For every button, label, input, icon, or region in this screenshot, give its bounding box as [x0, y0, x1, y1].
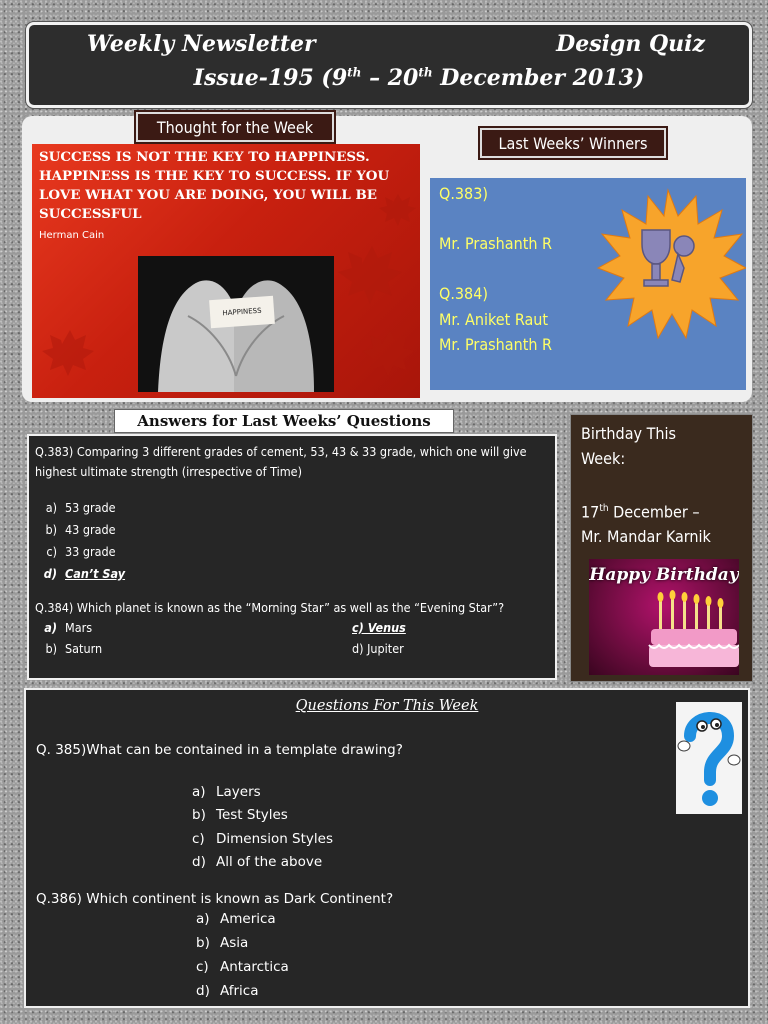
list-item: [35, 620, 92, 635]
quiz-title: Design Quiz: [556, 31, 705, 57]
birthday-heading-2: Week:: [581, 449, 626, 468]
list-item: [192, 784, 261, 800]
option-text: Test Styles: [216, 807, 288, 823]
thought-quote-card: [32, 144, 420, 398]
list-item: [35, 500, 116, 515]
option-text: Asia: [220, 935, 249, 951]
option-text: Layers: [216, 784, 261, 800]
answers-label: Answers for Last Weeks’ Questions: [114, 409, 454, 433]
happy-birthday-text: Happy Birthday: [589, 565, 739, 585]
option-text: All of the above: [216, 854, 323, 870]
date-day: 17: [581, 502, 600, 522]
birthday-text: [581, 421, 751, 549]
list-item: [35, 522, 116, 537]
option-key: a): [45, 500, 57, 515]
option-text: Can’t Say: [65, 566, 126, 581]
list-item: [196, 911, 276, 927]
hands-image: [138, 256, 334, 392]
issue-mid: – 20: [361, 65, 419, 91]
birthday-panel: [570, 414, 753, 682]
birthday-date: [581, 496, 751, 524]
question-386: Q.386) Which continent is known as Dark Continent?: [36, 891, 394, 907]
winner-line: Q.384): [439, 284, 488, 303]
option-text: 33 grade: [65, 544, 116, 559]
option-key: d): [196, 983, 210, 999]
list-item: d) Jupiter: [352, 641, 404, 656]
winners-label: Last Weeks’ Winners: [480, 128, 666, 158]
option-text: Dimension Styles: [216, 831, 333, 847]
list-item: [196, 959, 289, 975]
option-key: d): [43, 566, 57, 581]
trophy-starburst-icon: [590, 188, 746, 340]
issue-line: [29, 65, 749, 91]
winners-panel: [430, 178, 746, 390]
birthday-heading: Birthday This: [581, 424, 677, 443]
issue-sup1: th: [347, 65, 362, 80]
option-text: Africa: [220, 983, 259, 999]
option-key: a): [192, 784, 206, 800]
question-mark-icon: [676, 702, 742, 814]
list-item: [35, 544, 116, 559]
birthday-cake-image: [589, 559, 739, 675]
option-text: Antarctica: [220, 959, 289, 975]
option-key: b): [196, 935, 210, 951]
list-item: [192, 831, 333, 847]
answer-question-384: Q.384) Which planet is known as the “Morning Star” as well as the “Evening Star”?: [35, 600, 505, 615]
winner-line: Q.383): [439, 184, 488, 203]
option-key: a): [196, 911, 210, 927]
answers-panel: [27, 434, 557, 680]
list-item: [35, 641, 102, 656]
correct-answer: [35, 566, 125, 581]
happiness-note: HAPPINESS: [209, 296, 275, 328]
option-text: Saturn: [65, 641, 103, 656]
date-month: December –: [608, 502, 700, 522]
correct-answer: c) Venus: [352, 620, 406, 635]
option-text: 43 grade: [65, 522, 116, 537]
option-key: b): [45, 522, 57, 537]
thought-label: Thought for the Week: [136, 112, 334, 142]
option-key: c): [196, 959, 209, 975]
list-item: [196, 935, 248, 951]
list-item: [192, 807, 288, 823]
issue-prefix: Issue-195 (9: [193, 65, 348, 91]
questions-title: Questions For This Week: [295, 698, 479, 714]
option-text: America: [220, 911, 276, 927]
answer-question-383: Q.383) Comparing 3 different grades of cement, 53, 43 & 33 grade, which one will give highest ultimate strength (irrespective of Time): [35, 444, 527, 479]
option-key: b): [192, 807, 206, 823]
questions-panel: [24, 688, 750, 1008]
issue-sup2: th: [418, 65, 433, 80]
option-key: c): [192, 831, 205, 847]
list-item: [196, 983, 259, 999]
issue-suffix: December 2013): [432, 65, 645, 91]
birthday-person: Mr. Mandar Karnik: [581, 527, 711, 547]
winner-line: Mr. Prashanth R: [439, 335, 553, 354]
quote-author: Herman Cain: [39, 230, 105, 241]
option-key: d): [192, 854, 206, 870]
cake-icon: [589, 559, 739, 675]
newsletter-header: [26, 22, 752, 108]
list-item: [192, 854, 322, 870]
quote-text: SUCCESS IS NOT THE KEY TO HAPPINESS. HAPPINESS IS THE KEY TO SUCCESS. IF YOU LOVE WHAT YOU ARE DOING, YOU WILL BE SUCCESSFUL: [39, 149, 390, 222]
option-text: Mars: [65, 620, 93, 635]
question-385: Q. 385)What can be contained in a template drawing?: [36, 742, 403, 758]
option-key: b): [45, 641, 57, 656]
winner-line: Mr. Prashanth R: [439, 234, 553, 253]
option-text: 53 grade: [65, 500, 116, 515]
question-mark-image: [676, 702, 742, 814]
option-key: c): [46, 544, 57, 559]
date-sup: th: [599, 503, 609, 514]
newsletter-title: Weekly Newsletter: [87, 31, 316, 57]
option-key: a): [44, 620, 57, 635]
winner-line: Mr. Aniket Raut: [439, 310, 549, 329]
